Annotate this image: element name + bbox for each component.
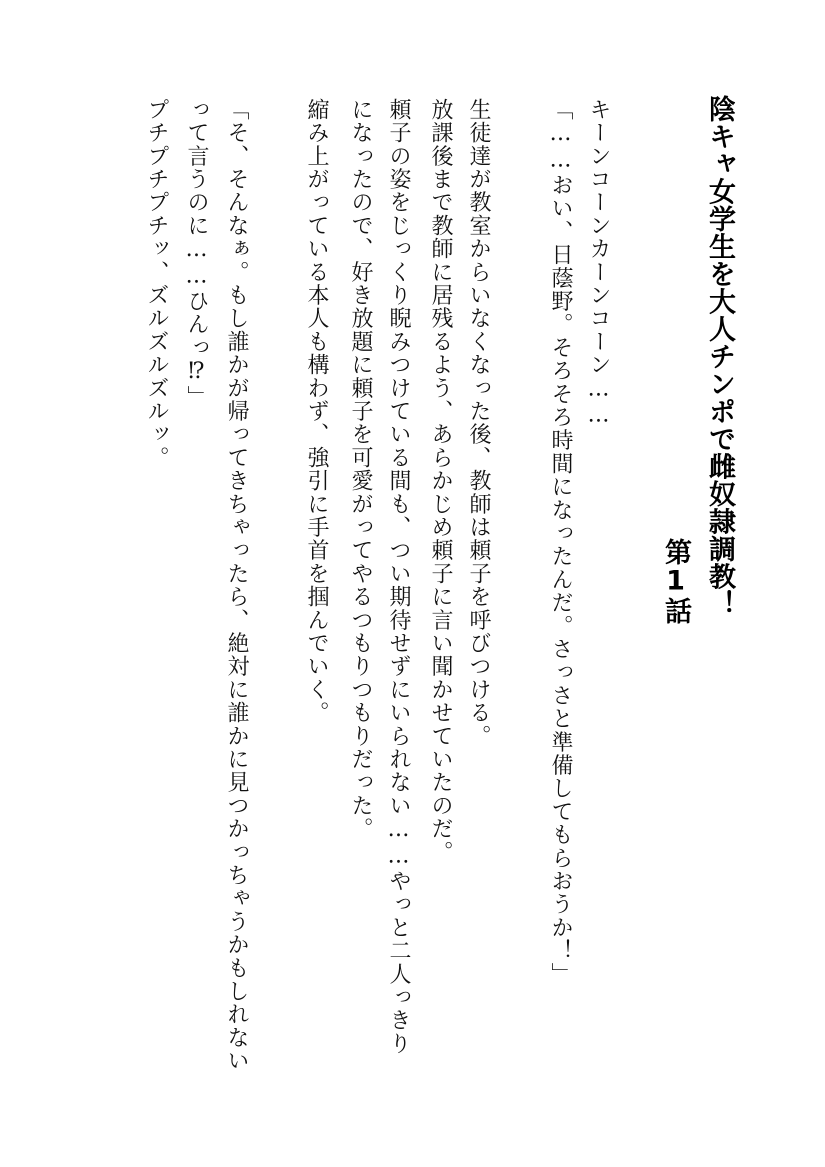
text-line: 縮み上がっている本人も構わず、強引に手首を掴んでいく。 bbox=[304, 98, 329, 725]
text-line bbox=[502, 98, 542, 1108]
text-line: 「そ、そんなぁ。もし誰かが帰ってきちゃったら、絶対に誰かに見つかっちゃうかもしれない bbox=[224, 98, 249, 1073]
text-line: になったので、好き放題に頼子を可愛がってやるつもりつもりだった。 bbox=[348, 98, 373, 841]
text-line: キーンコーンカーンコーン…… bbox=[586, 98, 611, 429]
text-line: 放課後まで教師に居残るよう、あらかじめ頼子に言い聞かせていたのだ。 bbox=[428, 98, 453, 864]
text-line: 「……おい、日蔭野。そろそろ時間になったんだ。さっさと準備してもらおうか！」 bbox=[548, 98, 573, 986]
chapter-heading: 第1話 bbox=[660, 538, 691, 625]
text-line: プチプチプチッ、ズルズルズルッ。 bbox=[144, 98, 169, 470]
text-line: 頼子の姿をじっくり睨みつけている間も、つい期待せずにいられない……やっと二人っきり bbox=[386, 98, 411, 1056]
text-line: 生徒達が教室からいなくなった後、教師は頼子を呼びつける。 bbox=[466, 98, 491, 748]
text-line bbox=[258, 98, 298, 1108]
text-line: って言うのに……ひんっ⁉」 bbox=[184, 98, 209, 409]
document-title: 陰キャ女学生を大人チンポで雌奴隷調教！ bbox=[704, 95, 735, 618]
